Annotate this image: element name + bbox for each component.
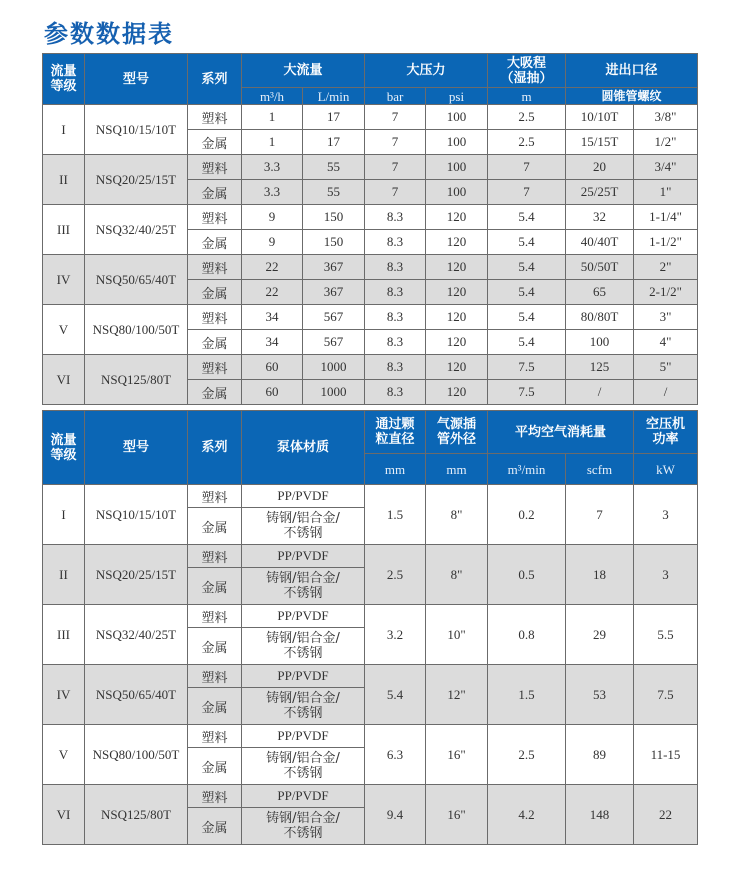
material-cell: 铸钢/铝合金/ 不锈钢 bbox=[242, 628, 365, 665]
material-cell: 铸钢/铝合金/ 不锈钢 bbox=[242, 748, 365, 785]
suction-cell: 5.4 bbox=[488, 280, 566, 305]
particle-cell: 6.3 bbox=[365, 725, 426, 785]
air-m3min-cell: 2.5 bbox=[488, 725, 566, 785]
pressure-psi-cell: 120 bbox=[426, 380, 488, 405]
grade-cell: III bbox=[43, 605, 85, 665]
flow-m3h-cell: 22 bbox=[242, 280, 303, 305]
model-cell: NSQ10/15/10T bbox=[85, 485, 188, 545]
air-scfm-cell: 29 bbox=[566, 605, 634, 665]
series-cell: 塑料 bbox=[188, 205, 242, 230]
compressor-kw-cell: 22 bbox=[634, 785, 698, 845]
flow-m3h-cell: 22 bbox=[242, 255, 303, 280]
thread-cell: 3" bbox=[634, 305, 698, 330]
pressure-bar-cell: 8.3 bbox=[365, 205, 426, 230]
series-cell: 塑料 bbox=[188, 105, 242, 130]
model-cell: NSQ32/40/25T bbox=[85, 605, 188, 665]
suction-cell: 5.4 bbox=[488, 230, 566, 255]
material-cell: PP/PVDF bbox=[242, 725, 365, 748]
flow-m3h-cell: 1 bbox=[242, 130, 303, 155]
pressure-bar-cell: 7 bbox=[365, 155, 426, 180]
pressure-bar-cell: 8.3 bbox=[365, 230, 426, 255]
pressure-psi-cell: 120 bbox=[426, 230, 488, 255]
pressure-bar-cell: 8.3 bbox=[365, 330, 426, 355]
flow-lmin-cell: 55 bbox=[303, 155, 365, 180]
air-m3min-cell: 0.2 bbox=[488, 485, 566, 545]
pressure-bar-cell: 8.3 bbox=[365, 355, 426, 380]
particle-cell: 3.2 bbox=[365, 605, 426, 665]
thread-cell: 5" bbox=[634, 355, 698, 380]
thread-cell: 1/2" bbox=[634, 130, 698, 155]
series-cell: 金属 bbox=[188, 568, 242, 605]
flow-m3h-cell: 3.3 bbox=[242, 155, 303, 180]
model-cell: NSQ20/25/15T bbox=[85, 155, 188, 205]
series-cell: 金属 bbox=[188, 230, 242, 255]
air-inlet-cell: 8" bbox=[426, 485, 488, 545]
grade-cell: V bbox=[43, 305, 85, 355]
material-cell: PP/PVDF bbox=[242, 545, 365, 568]
flow-lmin-cell: 150 bbox=[303, 230, 365, 255]
air-inlet-cell: 12" bbox=[426, 665, 488, 725]
material-cell: PP/PVDF bbox=[242, 485, 365, 508]
material-cell: 铸钢/铝合金/ 不锈钢 bbox=[242, 688, 365, 725]
header-particle: 通过颗 粒直径 bbox=[365, 411, 426, 454]
series-cell: 塑料 bbox=[188, 605, 242, 628]
table-row bbox=[43, 105, 698, 130]
header-port-size: 进出口径 bbox=[566, 54, 698, 88]
pressure-psi-cell: 120 bbox=[426, 255, 488, 280]
header-air-inlet: 气源插 管外径 bbox=[426, 411, 488, 454]
port-cell: 10/10T bbox=[566, 105, 634, 130]
pressure-bar-cell: 8.3 bbox=[365, 280, 426, 305]
port-cell: 32 bbox=[566, 205, 634, 230]
series-cell: 金属 bbox=[188, 330, 242, 355]
pressure-psi-cell: 100 bbox=[426, 180, 488, 205]
spec-table-material-air bbox=[42, 410, 698, 845]
flow-lmin-cell: 150 bbox=[303, 205, 365, 230]
pressure-psi-cell: 120 bbox=[426, 355, 488, 380]
flow-m3h-cell: 9 bbox=[242, 205, 303, 230]
suction-cell: 7 bbox=[488, 155, 566, 180]
compressor-kw-cell: 7.5 bbox=[634, 665, 698, 725]
flow-m3h-cell: 60 bbox=[242, 355, 303, 380]
model-cell: NSQ125/80T bbox=[85, 785, 188, 845]
series-cell: 金属 bbox=[188, 808, 242, 845]
flow-lmin-cell: 1000 bbox=[303, 380, 365, 405]
thread-cell: 4" bbox=[634, 330, 698, 355]
unit-m3h: m³/h bbox=[242, 88, 303, 105]
particle-cell: 1.5 bbox=[365, 485, 426, 545]
flow-lmin-cell: 1000 bbox=[303, 355, 365, 380]
unit-m: m bbox=[488, 88, 566, 105]
flow-m3h-cell: 1 bbox=[242, 105, 303, 130]
grade-cell: IV bbox=[43, 255, 85, 305]
pressure-psi-cell: 120 bbox=[426, 280, 488, 305]
pressure-bar-cell: 8.3 bbox=[365, 380, 426, 405]
thread-cell: 3/8" bbox=[634, 105, 698, 130]
table-row bbox=[43, 665, 698, 688]
air-scfm-cell: 148 bbox=[566, 785, 634, 845]
port-cell: 125 bbox=[566, 355, 634, 380]
port-cell: 20 bbox=[566, 155, 634, 180]
suction-cell: 5.4 bbox=[488, 255, 566, 280]
header-max-flow: 大流量 bbox=[242, 54, 365, 88]
thread-cell: 2" bbox=[634, 255, 698, 280]
grade-cell: VI bbox=[43, 355, 85, 405]
series-cell: 塑料 bbox=[188, 305, 242, 330]
model-cell: NSQ50/65/40T bbox=[85, 665, 188, 725]
pressure-bar-cell: 7 bbox=[365, 180, 426, 205]
header-body-material: 泵体材质 bbox=[242, 411, 365, 485]
flow-m3h-cell: 3.3 bbox=[242, 180, 303, 205]
spec-table-flow-pressure bbox=[42, 53, 698, 405]
unit-scfm: scfm bbox=[566, 454, 634, 485]
particle-cell: 2.5 bbox=[365, 545, 426, 605]
table-row bbox=[43, 785, 698, 808]
grade-cell: II bbox=[43, 545, 85, 605]
header-series: 系列 bbox=[188, 54, 242, 105]
flow-lmin-cell: 55 bbox=[303, 180, 365, 205]
grade-cell: II bbox=[43, 155, 85, 205]
table-row bbox=[43, 155, 698, 180]
pressure-psi-cell: 120 bbox=[426, 205, 488, 230]
series-cell: 塑料 bbox=[188, 155, 242, 180]
model-cell: NSQ20/25/15T bbox=[85, 545, 188, 605]
table-row bbox=[43, 305, 698, 330]
thread-cell: 3/4" bbox=[634, 155, 698, 180]
flow-lmin-cell: 567 bbox=[303, 330, 365, 355]
header-air-consumption: 平均空气消耗量 bbox=[488, 411, 634, 454]
flow-lmin-cell: 17 bbox=[303, 130, 365, 155]
model-cell: NSQ80/100/50T bbox=[85, 305, 188, 355]
air-inlet-cell: 16" bbox=[426, 785, 488, 845]
unit-bar: bar bbox=[365, 88, 426, 105]
port-cell: / bbox=[566, 380, 634, 405]
table-row bbox=[43, 605, 698, 628]
table-row bbox=[43, 355, 698, 380]
material-cell: PP/PVDF bbox=[242, 605, 365, 628]
header-grade: 流量 等级 bbox=[43, 54, 85, 105]
unit-mm: mm bbox=[365, 454, 426, 485]
table-row bbox=[43, 205, 698, 230]
suction-cell: 5.4 bbox=[488, 305, 566, 330]
port-cell: 100 bbox=[566, 330, 634, 355]
model-cell: NSQ80/100/50T bbox=[85, 725, 188, 785]
thread-cell: 1" bbox=[634, 180, 698, 205]
particle-cell: 5.4 bbox=[365, 665, 426, 725]
unit-mm: mm bbox=[426, 454, 488, 485]
series-cell: 金属 bbox=[188, 628, 242, 665]
series-cell: 金属 bbox=[188, 130, 242, 155]
port-cell: 25/25T bbox=[566, 180, 634, 205]
series-cell: 塑料 bbox=[188, 545, 242, 568]
series-cell: 金属 bbox=[188, 380, 242, 405]
table-row bbox=[43, 485, 698, 508]
header-model: 型号 bbox=[85, 411, 188, 485]
header-max-suction: 大吸程 （湿抽） bbox=[488, 54, 566, 88]
grade-cell: V bbox=[43, 725, 85, 785]
series-cell: 塑料 bbox=[188, 255, 242, 280]
air-inlet-cell: 8" bbox=[426, 545, 488, 605]
air-m3min-cell: 1.5 bbox=[488, 665, 566, 725]
air-scfm-cell: 7 bbox=[566, 485, 634, 545]
unit-m3min: m³/min bbox=[488, 454, 566, 485]
grade-cell: I bbox=[43, 485, 85, 545]
material-cell: PP/PVDF bbox=[242, 785, 365, 808]
material-cell: PP/PVDF bbox=[242, 665, 365, 688]
pressure-psi-cell: 120 bbox=[426, 330, 488, 355]
port-cell: 15/15T bbox=[566, 130, 634, 155]
material-cell: 铸钢/铝合金/ 不锈钢 bbox=[242, 808, 365, 845]
grade-cell: III bbox=[43, 205, 85, 255]
thread-cell: 1-1/4" bbox=[634, 205, 698, 230]
series-cell: 塑料 bbox=[188, 355, 242, 380]
model-cell: NSQ125/80T bbox=[85, 355, 188, 405]
compressor-kw-cell: 11-15 bbox=[634, 725, 698, 785]
air-scfm-cell: 18 bbox=[566, 545, 634, 605]
air-scfm-cell: 53 bbox=[566, 665, 634, 725]
air-m3min-cell: 0.5 bbox=[488, 545, 566, 605]
series-cell: 塑料 bbox=[188, 665, 242, 688]
pressure-bar-cell: 8.3 bbox=[365, 305, 426, 330]
suction-cell: 5.4 bbox=[488, 205, 566, 230]
header-series: 系列 bbox=[188, 411, 242, 485]
series-cell: 金属 bbox=[188, 180, 242, 205]
flow-lmin-cell: 367 bbox=[303, 280, 365, 305]
series-cell: 塑料 bbox=[188, 785, 242, 808]
flow-lmin-cell: 17 bbox=[303, 105, 365, 130]
series-cell: 金属 bbox=[188, 748, 242, 785]
series-cell: 金属 bbox=[188, 508, 242, 545]
flow-m3h-cell: 34 bbox=[242, 305, 303, 330]
series-cell: 塑料 bbox=[188, 485, 242, 508]
flow-m3h-cell: 9 bbox=[242, 230, 303, 255]
pressure-psi-cell: 100 bbox=[426, 155, 488, 180]
material-cell: 铸钢/铝合金/ 不锈钢 bbox=[242, 508, 365, 545]
compressor-kw-cell: 3 bbox=[634, 545, 698, 605]
grade-cell: I bbox=[43, 105, 85, 155]
pressure-bar-cell: 8.3 bbox=[365, 255, 426, 280]
unit-thread: 圆锥管螺纹 bbox=[566, 88, 698, 105]
flow-lmin-cell: 567 bbox=[303, 305, 365, 330]
pressure-psi-cell: 100 bbox=[426, 105, 488, 130]
compressor-kw-cell: 5.5 bbox=[634, 605, 698, 665]
pressure-bar-cell: 7 bbox=[365, 130, 426, 155]
port-cell: 65 bbox=[566, 280, 634, 305]
series-cell: 金属 bbox=[188, 280, 242, 305]
thread-cell: 2-1/2" bbox=[634, 280, 698, 305]
series-cell: 金属 bbox=[188, 688, 242, 725]
suction-cell: 2.5 bbox=[488, 130, 566, 155]
thread-cell: 1-1/2" bbox=[634, 230, 698, 255]
suction-cell: 7.5 bbox=[488, 355, 566, 380]
unit-psi: psi bbox=[426, 88, 488, 105]
table-row bbox=[43, 545, 698, 568]
compressor-kw-cell: 3 bbox=[634, 485, 698, 545]
model-cell: NSQ32/40/25T bbox=[85, 205, 188, 255]
port-cell: 50/50T bbox=[566, 255, 634, 280]
pressure-bar-cell: 7 bbox=[365, 105, 426, 130]
header-grade: 流量 等级 bbox=[43, 411, 85, 485]
port-cell: 40/40T bbox=[566, 230, 634, 255]
air-scfm-cell: 89 bbox=[566, 725, 634, 785]
air-m3min-cell: 4.2 bbox=[488, 785, 566, 845]
suction-cell: 7.5 bbox=[488, 380, 566, 405]
material-cell: 铸钢/铝合金/ 不锈钢 bbox=[242, 568, 365, 605]
pressure-psi-cell: 120 bbox=[426, 305, 488, 330]
flow-m3h-cell: 34 bbox=[242, 330, 303, 355]
table-row bbox=[43, 255, 698, 280]
model-cell: NSQ50/65/40T bbox=[85, 255, 188, 305]
flow-m3h-cell: 60 bbox=[242, 380, 303, 405]
suction-cell: 2.5 bbox=[488, 105, 566, 130]
table-row bbox=[43, 725, 698, 748]
model-cell: NSQ10/15/10T bbox=[85, 105, 188, 155]
thread-cell: / bbox=[634, 380, 698, 405]
flow-lmin-cell: 367 bbox=[303, 255, 365, 280]
pressure-psi-cell: 100 bbox=[426, 130, 488, 155]
air-inlet-cell: 16" bbox=[426, 725, 488, 785]
air-inlet-cell: 10" bbox=[426, 605, 488, 665]
unit-kw: kW bbox=[634, 454, 698, 485]
grade-cell: VI bbox=[43, 785, 85, 845]
particle-cell: 9.4 bbox=[365, 785, 426, 845]
header-compressor: 空压机 功率 bbox=[634, 411, 698, 454]
header-model: 型号 bbox=[85, 54, 188, 105]
series-cell: 塑料 bbox=[188, 725, 242, 748]
suction-cell: 5.4 bbox=[488, 330, 566, 355]
air-m3min-cell: 0.8 bbox=[488, 605, 566, 665]
suction-cell: 7 bbox=[488, 180, 566, 205]
unit-lmin: L/min bbox=[303, 88, 365, 105]
port-cell: 80/80T bbox=[566, 305, 634, 330]
header-max-pressure: 大压力 bbox=[365, 54, 488, 88]
grade-cell: IV bbox=[43, 665, 85, 725]
page-title: 参数数据表 bbox=[44, 20, 174, 48]
